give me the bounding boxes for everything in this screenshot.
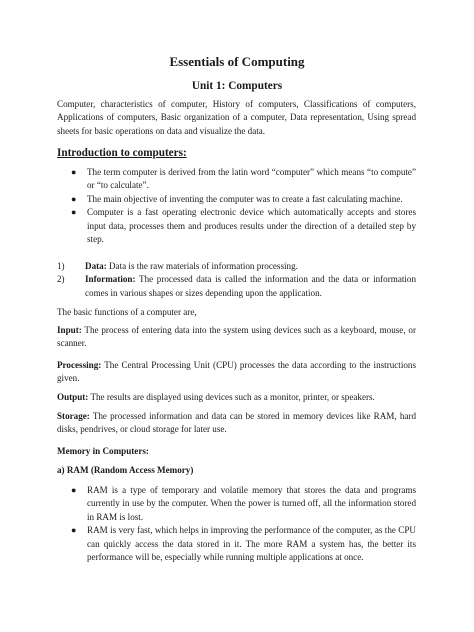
list-item — [57, 260, 416, 273]
intro-heading: Introduction to computers: — [57, 147, 187, 159]
function-output — [57, 391, 416, 404]
term-label: Output: — [57, 392, 89, 402]
function-storage — [57, 410, 416, 437]
ram-heading: a) RAM (Random Access Memory) — [57, 465, 194, 475]
syllabus-paragraph: Computer, characteristics of computer, History of computers, Classifications of computers, Applications of computers, Basic organization of a computer, Data representation, Using spread sheets for basic operations on data and visualize the data. — [57, 99, 416, 136]
term-label: Processing: — [57, 360, 102, 370]
list-item — [57, 206, 416, 246]
term-text: The Central Processing Unit (CPU) processes the data according to the instructions given. — [57, 360, 416, 384]
list-number: 2) — [57, 274, 65, 285]
term-text: The processed data is called the information and the data or information comes in various shapes or sizes depending upon the application. — [85, 274, 416, 298]
memory-heading: Memory in Computers: — [57, 446, 149, 456]
bullet-icon: ● — [71, 167, 77, 177]
list-item — [57, 193, 416, 206]
ram-bullet-list — [57, 484, 416, 564]
bullet-icon: ● — [71, 207, 77, 218]
term-text: The process of entering data into the system using devices such as a keyboard, mouse, or scanner. — [57, 325, 416, 349]
document-title: Essentials of Computing — [169, 54, 305, 69]
bullet-icon: ● — [71, 525, 77, 536]
term-label: Storage: — [57, 411, 90, 421]
unit-title: Unit 1: Computers — [191, 80, 283, 92]
definitions-list — [57, 260, 416, 300]
term-label: Input: — [57, 325, 82, 335]
list-item — [57, 524, 416, 564]
list-item-text: RAM is very fast, which helps in improving the performance of the computer, as the CPU can quickly access the data stored in it. The more RAM a system has, the better its performance will be, especially while running multiple applications at once. — [87, 525, 416, 563]
list-item — [57, 166, 416, 193]
list-item-text: The main objective of inventing the computer was to create a fast calculating machine. — [87, 193, 403, 204]
list-item-text: The term computer is derived from the latin word “computer” which means “to compute” or “to calculate”. — [87, 167, 416, 191]
term-text: The processed information and data can be stored in memory devices like RAM, hard disks, pendrives, or cloud storage for later use. — [57, 411, 416, 435]
function-processing — [57, 359, 416, 386]
intro-bullet-list — [57, 166, 416, 246]
functions-intro: The basic functions of a computer are, — [57, 307, 197, 317]
list-number: 1) — [57, 261, 65, 271]
term-text: Data is the raw materials of information processing. — [106, 261, 298, 271]
function-input — [57, 324, 416, 351]
list-item-text: RAM is a type of temporary and volatile memory that stores the data and programs currently in use by the computer. When the power is turned off, all the information stored in RAM is lost. — [87, 485, 416, 522]
bullet-icon: ● — [71, 485, 77, 495]
term-text: The results are displayed using devices such as a monitor, printer, or speakers. — [88, 392, 375, 402]
list-item — [57, 273, 416, 300]
bullet-icon: ● — [71, 193, 77, 204]
term-label: Data: — [85, 261, 107, 271]
list-item — [57, 484, 416, 524]
list-item-text: Computer is a fast operating electronic device which automatically accepts and stores input data, processes them and produces results under the direction of a detailed step by step. — [87, 207, 416, 245]
term-label: Information: — [85, 274, 136, 285]
